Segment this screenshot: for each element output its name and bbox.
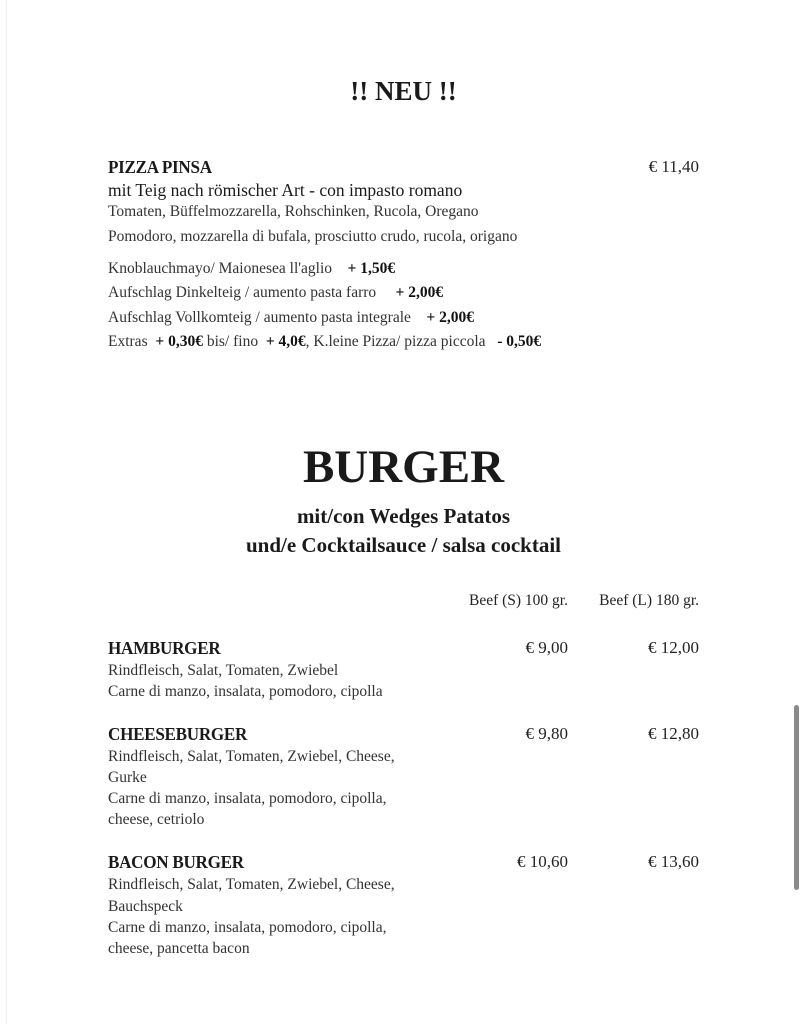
price-small: € 9,00	[525, 638, 568, 657]
column-header-small: Beef (S) 100 gr.	[468, 592, 568, 609]
item-desc: Rindfleisch, Salat, Tomaten, Zwiebel	[108, 662, 339, 679]
item-desc: Gurke	[108, 769, 147, 786]
item-desc: cheese, pancetta bacon	[108, 940, 250, 957]
price-large: € 13,60	[648, 852, 699, 871]
item-desc: Rindfleisch, Salat, Tomaten, Zwiebel, Cheese,	[108, 748, 395, 765]
extras-max-price: + 4,0€	[265, 333, 306, 350]
pinsa-desc-it: Pomodoro, mozzarella di bufala, prosciutto crudo, rucola, origano	[108, 228, 518, 245]
item-desc: Rindfleisch, Salat, Tomaten, Zwiebel, Cheese,	[108, 876, 395, 893]
extra-label: Aufschlag Dinkelteig / aumento pasta farro	[108, 284, 377, 301]
item-desc: Carne di manzo, insalata, pomodoro, cipolla	[108, 683, 383, 700]
extra-price: + 2,00€	[395, 284, 444, 301]
extra-label: Knoblauchmayo/ Maionesea ll'aglio	[108, 260, 333, 277]
pinsa-desc-de: Tomaten, Büffelmozzarella, Rohschinken, Rucola, Oregano	[108, 203, 479, 220]
small-pizza-price: - 0,50€	[497, 333, 542, 350]
item-name: CHEESEBURGER	[108, 724, 248, 744]
column-header-large: Beef (L) 180 gr.	[599, 592, 699, 609]
burger-subtitle-1: mit/con Wedges Patatos	[296, 504, 511, 528]
burger-subtitle-2: und/e Cocktailsauce / salsa cocktail	[245, 533, 561, 557]
extras-to-label: bis/ fino	[206, 333, 259, 350]
extra-spelt-dough	[108, 284, 443, 302]
item-desc: cheese, cetriolo	[108, 811, 205, 828]
vertical-scrollbar[interactable]	[794, 705, 799, 890]
item-desc: Carne di manzo, insalata, pomodoro, cipolla,	[108, 919, 387, 936]
pinsa-price: € 11,40	[648, 157, 699, 176]
extras-line	[108, 333, 541, 351]
extra-price: + 2,00€	[426, 309, 474, 326]
neu-heading: !! NEU !!	[350, 76, 457, 106]
item-desc: Carne di manzo, insalata, pomodoro, cipolla,	[108, 790, 387, 807]
pinsa-name: PIZZA PINSA	[108, 157, 212, 177]
extra-wholegrain-dough	[108, 309, 474, 327]
extra-price: + 1,50€	[347, 260, 396, 277]
price-large: € 12,00	[648, 638, 699, 657]
burger-heading: BURGER	[302, 441, 505, 493]
item-desc: Bauchspeck	[108, 898, 183, 915]
extra-label: Aufschlag Vollkomteig / aumento pasta integrale	[108, 309, 411, 326]
price-small: € 10,60	[517, 852, 568, 871]
price-small: € 9,80	[525, 724, 568, 743]
item-name: BACON BURGER	[108, 852, 244, 872]
small-pizza-label: , K.leine Pizza/ pizza piccola	[305, 333, 486, 350]
extras-label: Extras	[108, 333, 148, 350]
pinsa-subtitle: mit Teig nach römischer Art - con impasto romano	[108, 180, 463, 200]
extra-garlic-mayo	[108, 260, 395, 278]
price-large: € 12,80	[648, 724, 699, 743]
extras-min-price: + 0,30€	[155, 333, 203, 350]
item-name: HAMBURGER	[108, 638, 221, 658]
